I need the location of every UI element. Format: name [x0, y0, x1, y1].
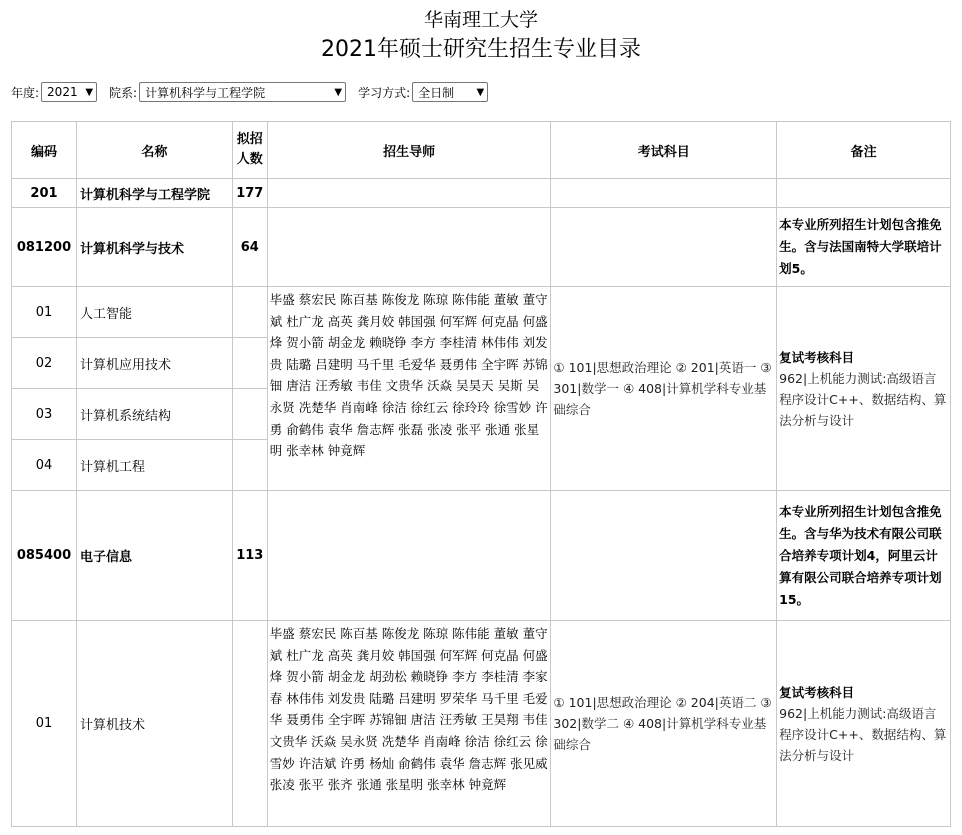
school-row — [12, 179, 951, 208]
major-code: 081200 — [12, 208, 77, 287]
retest-info — [777, 287, 951, 491]
retest-title: 复试考核科目 — [779, 684, 855, 700]
direction-code: 01 — [12, 287, 77, 338]
direction-name: 计算机工程 — [76, 440, 232, 491]
table-header-row — [12, 122, 951, 179]
retest-title: 复试考核科目 — [779, 349, 855, 365]
dept-select[interactable] — [139, 82, 346, 102]
exam-subjects: ① 101|思想政治理论 ② 201|英语一 ③ 301|数学一 ④ 408|计算机学科专业基础综合 — [551, 287, 777, 491]
mode-label: 学习方式: — [358, 85, 411, 100]
school-code: 201 — [12, 179, 77, 208]
major-note: 本专业所列招生计划包含推免生。含与华为技术有限公司联合培养专项计划4，阿里云计算有限公司联合培养专项计划15。 — [777, 491, 951, 621]
direction-row — [12, 621, 951, 827]
major-row — [12, 208, 951, 287]
direction-name: 计算机系统结构 — [76, 389, 232, 440]
advisor-list: 毕盛 蔡宏民 陈百基 陈俊龙 陈琼 陈伟能 董敏 董守斌 杜广龙 高英 龚月姣 韩国强 何军辉 何克晶 何盛烽 贺小箭 胡金龙 赖晓铮 李方 李桂清 林伟伟 刘发贵 陆璐 吕建明 马千里 毛爱华 聂勇伟 全宇晖 苏锦钿 唐洁 汪秀敏 韦佳 文贵华 沃焱 吴昊天 吴斯 吴永贤 冼楚华 肖南峰 徐洁 徐红云 徐玲玲 徐雪妙 许勇 俞鹤伟 袁华 詹志辉 张磊 张凌 张平 张通 张星明 张幸林 钟竟辉 — [267, 287, 551, 491]
chevron-down-icon: ▼ — [476, 86, 485, 98]
direction-name: 计算机技术 — [76, 621, 232, 827]
catalog-table — [11, 121, 951, 827]
col-header-notes: 备注 — [777, 122, 951, 179]
dept-label: 院系: — [109, 85, 138, 100]
direction-code: 01 — [12, 621, 77, 827]
dept-select-value: 计算机科学与工程学院 — [145, 85, 266, 100]
year-select[interactable] — [41, 82, 97, 102]
filter-bar — [11, 82, 500, 102]
year-label: 年度: — [11, 85, 40, 100]
advisor-list: 毕盛 蔡宏民 陈百基 陈俊龙 陈琼 陈伟能 董敏 董守斌 杜广龙 高英 龚月姣 韩国强 何军辉 何克晶 何盛烽 贺小箭 胡金龙 胡劲松 赖晓铮 李方 李桂清 李家春 林伟伟 刘发贵 陆璐 吕建明 罗荣华 马千里 毛爱华 聂勇伟 全宇晖 苏锦钿 唐洁 汪秀敏 王昊翔 韦佳 文贵华 沃焱 吴永贤 冼楚华 肖南峰 徐洁 徐红云 徐雪妙 许洁斌 许勇 杨灿 俞鹤伟 袁华 詹志辉 张见威 张凌 张平 张齐 张通 张星明 张幸林 钟竟辉 — [267, 621, 551, 827]
retest-subjects: 962|上机能力测试:高级语言程序设计C++、数据结构、算法分析与设计 — [779, 705, 947, 763]
major-note: 本专业所列招生计划包含推免生。含与法国南特大学联培计划5。 — [777, 208, 951, 287]
major-row — [12, 491, 951, 621]
major-name: 电子信息 — [76, 491, 232, 621]
mode-select-value: 全日制 — [418, 85, 455, 100]
page-title: 2021年硕士研究生招生专业目录 — [321, 37, 641, 62]
col-header-code: 编码 — [12, 122, 77, 179]
retest-subjects: 962|上机能力测试:高级语言程序设计C++、数据结构、算法分析与设计 — [779, 370, 947, 428]
retest-info — [777, 621, 951, 827]
direction-name: 计算机应用技术 — [76, 338, 232, 389]
exam-subjects: ① 101|思想政治理论 ② 204|英语二 ③ 302|数学二 ④ 408|计算机学科专业基础综合 — [551, 621, 777, 827]
school-name: 计算机科学与工程学院 — [76, 179, 232, 208]
school-count: 177 — [232, 179, 267, 208]
direction-row — [12, 287, 951, 338]
col-header-count: 拟招人数 — [232, 122, 267, 179]
col-header-advisors: 招生导师 — [267, 122, 551, 179]
direction-code: 03 — [12, 389, 77, 440]
major-count: 113 — [232, 491, 267, 621]
major-name: 计算机科学与技术 — [76, 208, 232, 287]
university-name: 华南理工大学 — [423, 9, 538, 31]
year-select-value: 2021 — [47, 85, 78, 99]
major-count: 64 — [232, 208, 267, 287]
direction-code: 04 — [12, 440, 77, 491]
major-code: 085400 — [12, 491, 77, 621]
chevron-down-icon: ▼ — [85, 86, 94, 98]
chevron-down-icon: ▼ — [334, 86, 343, 98]
col-header-name: 名称 — [76, 122, 232, 179]
direction-code: 02 — [12, 338, 77, 389]
col-header-exams: 考试科目 — [551, 122, 777, 179]
direction-name: 人工智能 — [76, 287, 232, 338]
mode-select[interactable] — [412, 82, 488, 102]
